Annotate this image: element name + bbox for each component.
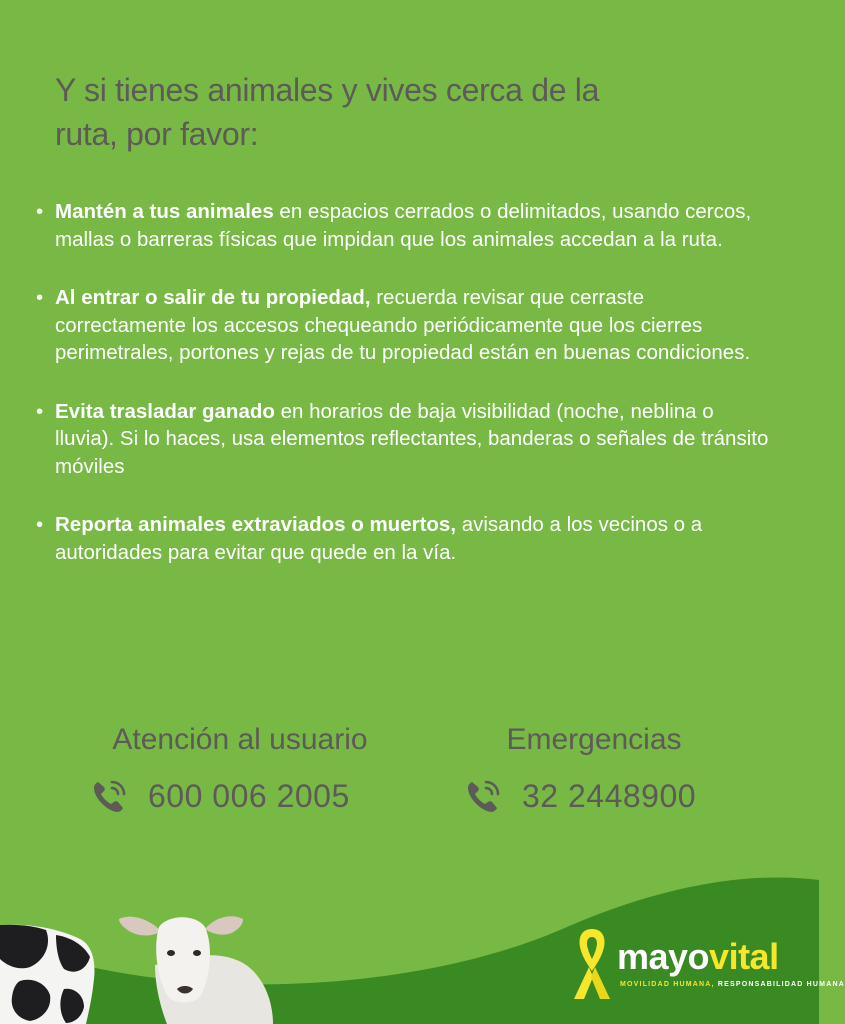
tips-list [36,198,776,597]
mayo-vital-logo [570,925,845,1005]
list-item [36,284,776,367]
logo-tagline-part2: RESPONSABILIDAD HUMANA [714,981,845,988]
contact-phone-row[interactable] [464,776,724,816]
phone-icon [90,776,130,816]
logo-tagline-part1: MOVILIDAD HUMANA, [620,981,715,988]
contact-user-service [90,720,390,816]
phone-icon [464,776,504,816]
bullet-icon: • [36,399,44,423]
logo-tagline [620,981,845,988]
logo-word-vital: vital [709,936,779,977]
list-item [36,398,776,481]
list-item [36,198,776,253]
logo-wordmark [617,937,779,977]
tip-text: en horarios de baja visibilidad (noche, neblina o lluvia). Si lo haces, usa elementos reflectantes, banderas o señales de tránsito móviles [55,399,769,478]
contact-label: Atención al usuario [112,723,368,756]
sheep-image [115,905,275,1024]
tip-highlight: Evita trasladar ganado [55,399,275,423]
tip-highlight: Mantén a tus animales [55,200,274,223]
tip-highlight: Reporta animales extraviados o muertos, [55,513,457,536]
bullet-icon: • [36,513,44,536]
bullet-icon: • [36,286,44,309]
phone-number[interactable]: 600 006 2005 [148,777,350,814]
tip-highlight: Al entrar o salir de tu propiedad, [55,286,371,309]
tip-text: recuerda revisar que cerraste correctamente los accesos chequeando periódicamente que los cierres perimetrales, portones y rejas de tu propiedad están en buenas condiciones. [55,286,751,364]
yellow-ribbon-icon [570,925,614,1003]
phone-number[interactable]: 32 2448900 [522,777,697,814]
logo-word-mayo: mayo [617,936,710,977]
list-item [36,511,776,566]
contact-phone-row[interactable] [90,776,390,816]
bullet-icon: • [36,200,44,223]
page-title: Y si tienes animales y vives cerca de la ruta, por favor: [55,72,600,152]
tip-text: avisando a los vecinos o a autoridades para evitar que quede en la vía. [55,513,703,564]
contact-emergencies [464,720,724,816]
cow-image [0,915,100,1024]
tip-text: en espacios cerrados o delimitados, usando cercos, mallas o barreras físicas que impidan que los animales accedan a la ruta. [55,200,752,251]
contact-label: Emergencias [506,723,682,756]
